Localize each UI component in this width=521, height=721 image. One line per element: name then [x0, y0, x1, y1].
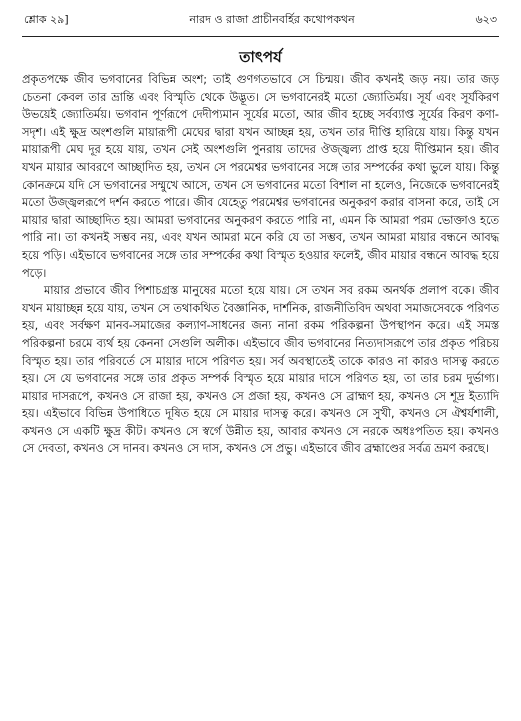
header-rule [22, 36, 499, 37]
page-number: ৬২৩ [475, 13, 497, 26]
purport-paragraph-2: মায়ার প্রভাবে জীব পিশাচগ্রস্ত মানুষের মতো হয়ে যায়। সে তখন সব রকম অনর্থক প্রলাপ বকে। জীব যখন মায়াচ্ছন্ন হয়ে যায়, তখন সে তথাকথিত বৈজ্ঞানিক, দার্শনিক, রাজনীতিবিদ অথবা সমাজসেবকে পরিণত হয়, এবং সর্বক্ষণ মানব-সমাজের কল্যাণ-সাধনের জন্য নানা রকম পরিকল্পনা উপস্থাপন করে। এই সমস্ত পরিকল্পনা চরমে ব্যর্থ হয় কেননা সেগুলি অলীক। এইভাবে জীব ভগবানের নিত্যদাসরূপে তার প্রকৃত পরিচয় বিস্মৃত হয়। তার পরিবর্তে সে মায়ার দাসে পরিণত হয়। সর্ব অবস্থাতেই তাকে কারও না কারও দাসত্ব করতে হয়। সে যে ভগবানের সঙ্গে তার প্রকৃত সম্পর্ক বিস্মৃত হয়ে মায়ার দাসে পরিণত হয়, তা তার চরম দুর্ভাগ্য। মায়ার দাসরূপে, কখনও সে রাজা হয়, কখনও সে প্রজা হয়, কখনও সে ব্রাহ্মণ হয়, কখনও সে শূদ্র ইত্যাদি হয়। এইভাবে বিভিন্ন উপাধিতে দূষিত হয়ে সে মায়ার দাসত্ব করে। কখনও সে সুখী, কখনও সে ঐশ্বর্যশালী, কখনও সে একটি ক্ষুদ্র কীট। কখনও সে স্বর্গে উন্নীত হয়, আবার কখনও সে নরকে অধঃপতিত হয়। কখনও সে দেবতা, কখনও সে দানব। কখনও সে দাস, কখনও সে প্রভু। এইভাবে জীব ব্রহ্মাণ্ডের সর্বত্র ভ্রমণ করছে। [22, 284, 499, 456]
running-header [22, 12, 499, 30]
section-heading: তাৎপর্য [239, 48, 282, 66]
verse-reference: শ্লোক ২৯] [24, 13, 69, 26]
chapter-title: নারদ ও রাজা প্রাচীনবর্হির কথোপকথন [189, 13, 355, 26]
purport-paragraph-1: প্রকৃতপক্ষে জীব ভগবানের বিভিন্ন অংশ; তাই গুণগতভাবে সে চিন্ময়। জীব কখনই জড় নয়। তার জড় চেতনা কেবল তার ভ্রান্তি এবং বিস্মৃতি থেকে উদ্ভূত। সে ভগবানেরই মতো জ্যোতির্ময়। সূর্য এবং সূর্যকিরণ উভয়েই জ্যোতির্ময়। ভগবান পূর্ণরূপে দেদীপ্যমান সূর্যের মতো, আর জীব হচ্ছে সর্বব্যাপ্ত সূর্যের কিরণ কণা-সদৃশ। এই ক্ষুদ্র অংশগুলি মায়ারূপী মেঘের দ্বারা যখন আচ্ছন্ন হয়, তখন তার দীপ্তি হারিয়ে যায়। কিন্তু যখন মায়ারূপী মেঘ দূর হয়ে যায়, তখন সেই অংশগুলি পুনরায় তাদের ঔজ্জ্বল্য প্রাপ্ত হয়ে দীপ্তিমান হয়। জীব যখন মায়ার আবরণে আচ্ছাদিত হয়, তখন সে পরমেশ্বর ভগবানের সঙ্গে তার সম্পর্কের কথা ভুলে যায়। কিন্তু কোনক্রমে যদি সে ভগবানের সম্মুখে আসে, তখন সে ভগবানের মতো বিশাল না হলেও, নিজেকে ভগবানেরই মতো উজ্জ্বলরূপে দর্শন করতে পারে। জীব যেহেতু পরমেশ্বর ভগবানের অনুকরণ করার বাসনা করে, তাই সে মায়ার দ্বারা আচ্ছাদিত হয়। আমরা ভগবানের অনুকরণ করতে পারি না, এমন কি আমরা পরম ভোক্তাও হতে পারি না। তা কখনই সম্ভব নয়, এবং যখন আমরা মনে করি যে তা সম্ভব, তখন আমরা মায়ার বন্ধনে আবদ্ধ হয়ে পড়ি। এইভাবে ভগবানের সঙ্গে তার সম্পর্কের কথা বিস্মৃত হওয়ার ফলেই, জীব মায়ার বন্ধনে আবদ্ধ হয়ে পড়ে। [22, 73, 499, 280]
